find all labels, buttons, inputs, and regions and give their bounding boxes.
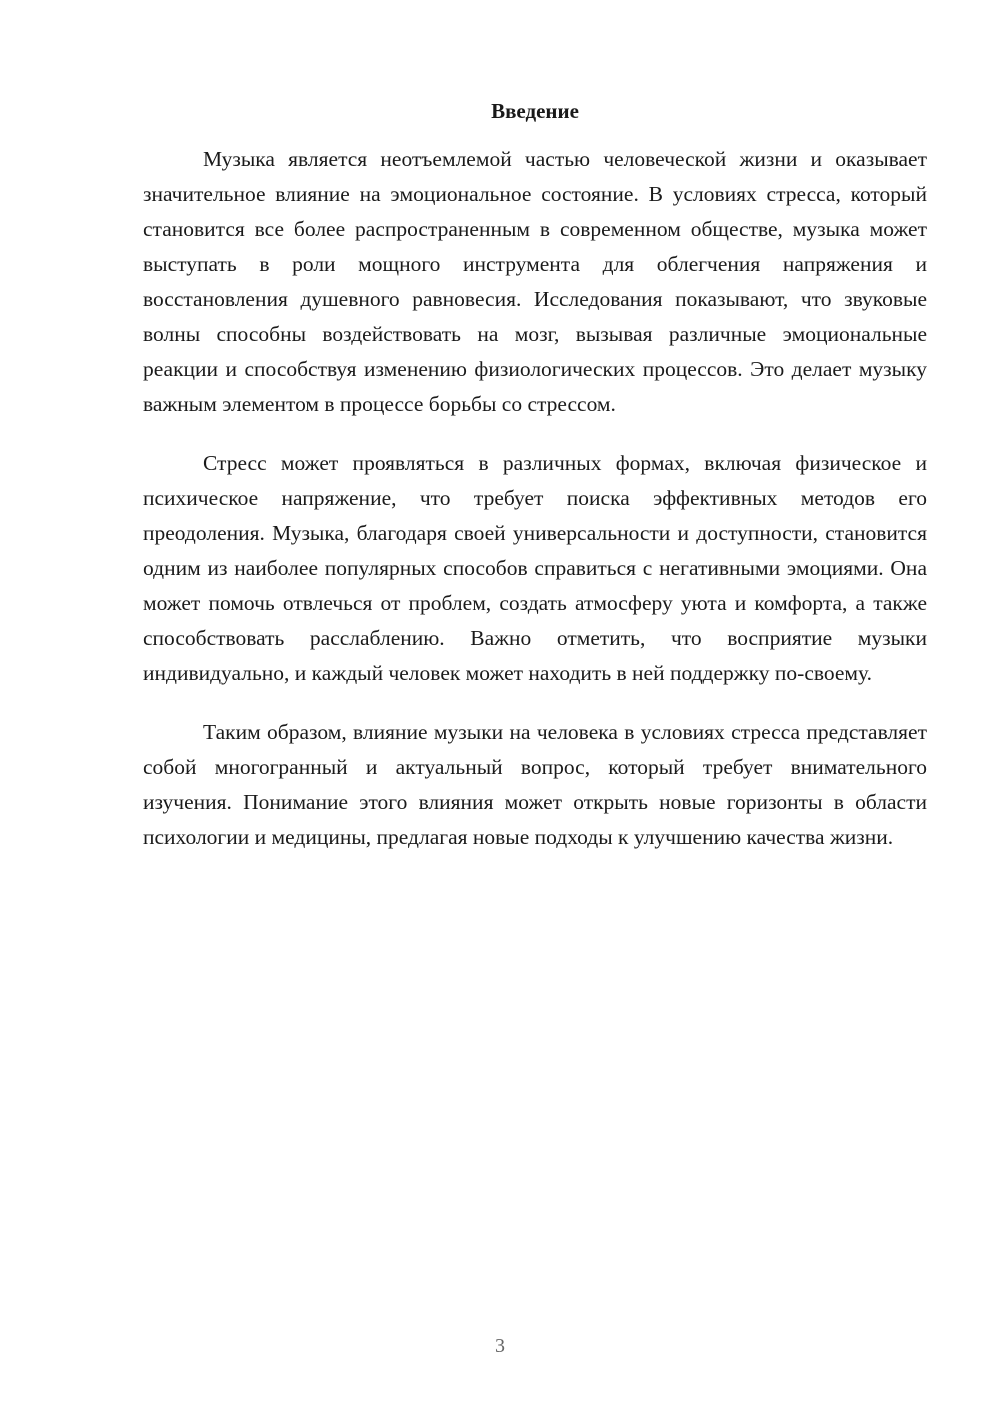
page-number: 3 xyxy=(495,1335,505,1357)
page-heading: Введение xyxy=(491,99,579,123)
paragraph-1: Музыка является неотъемлемой частью человеческой жизни и оказывает значительное влияние на эмоциональное состояние. В условиях стресса, который становится все более распространенным в современном обществе, музыка может выступать в роли мощного инструмента для облегчения напряжения и восстановления душевного равновесия. Исследования показывают, что звуковые волны способны воздействовать на мозг, вызывая различные эмоциональные реакции и способствуя изменению физиологических процессов. Это делает музыку важным элементом в процессе борьбы со стрессом. xyxy=(143,147,927,416)
paragraph-2: Стресс может проявляться в различных формах, включая физическое и психическое напряжение, что требует поиска эффективных методов его преодоления. Музыка, благодаря своей универсальности и доступности, становится одним из наиболее популярных способов справиться с негативными эмоциями. Она может помочь отвлечься от проблем, создать атмосферу уюта и комфорта, а также способствовать расслаблению. Важно отметить, что восприятие музыки индивидуально, и каждый человек может находить в ней поддержку по-своему. xyxy=(143,451,927,685)
paragraph-3: Таким образом, влияние музыки на человека в условиях стресса представляет собой многогранный и актуальный вопрос, который требует внимательного изучения. Понимание этого влияния может открыть новые горизонты в области психологии и медицины, предлагая новые подходы к улучшению качества жизни. xyxy=(143,720,927,849)
body-text xyxy=(143,142,927,879)
